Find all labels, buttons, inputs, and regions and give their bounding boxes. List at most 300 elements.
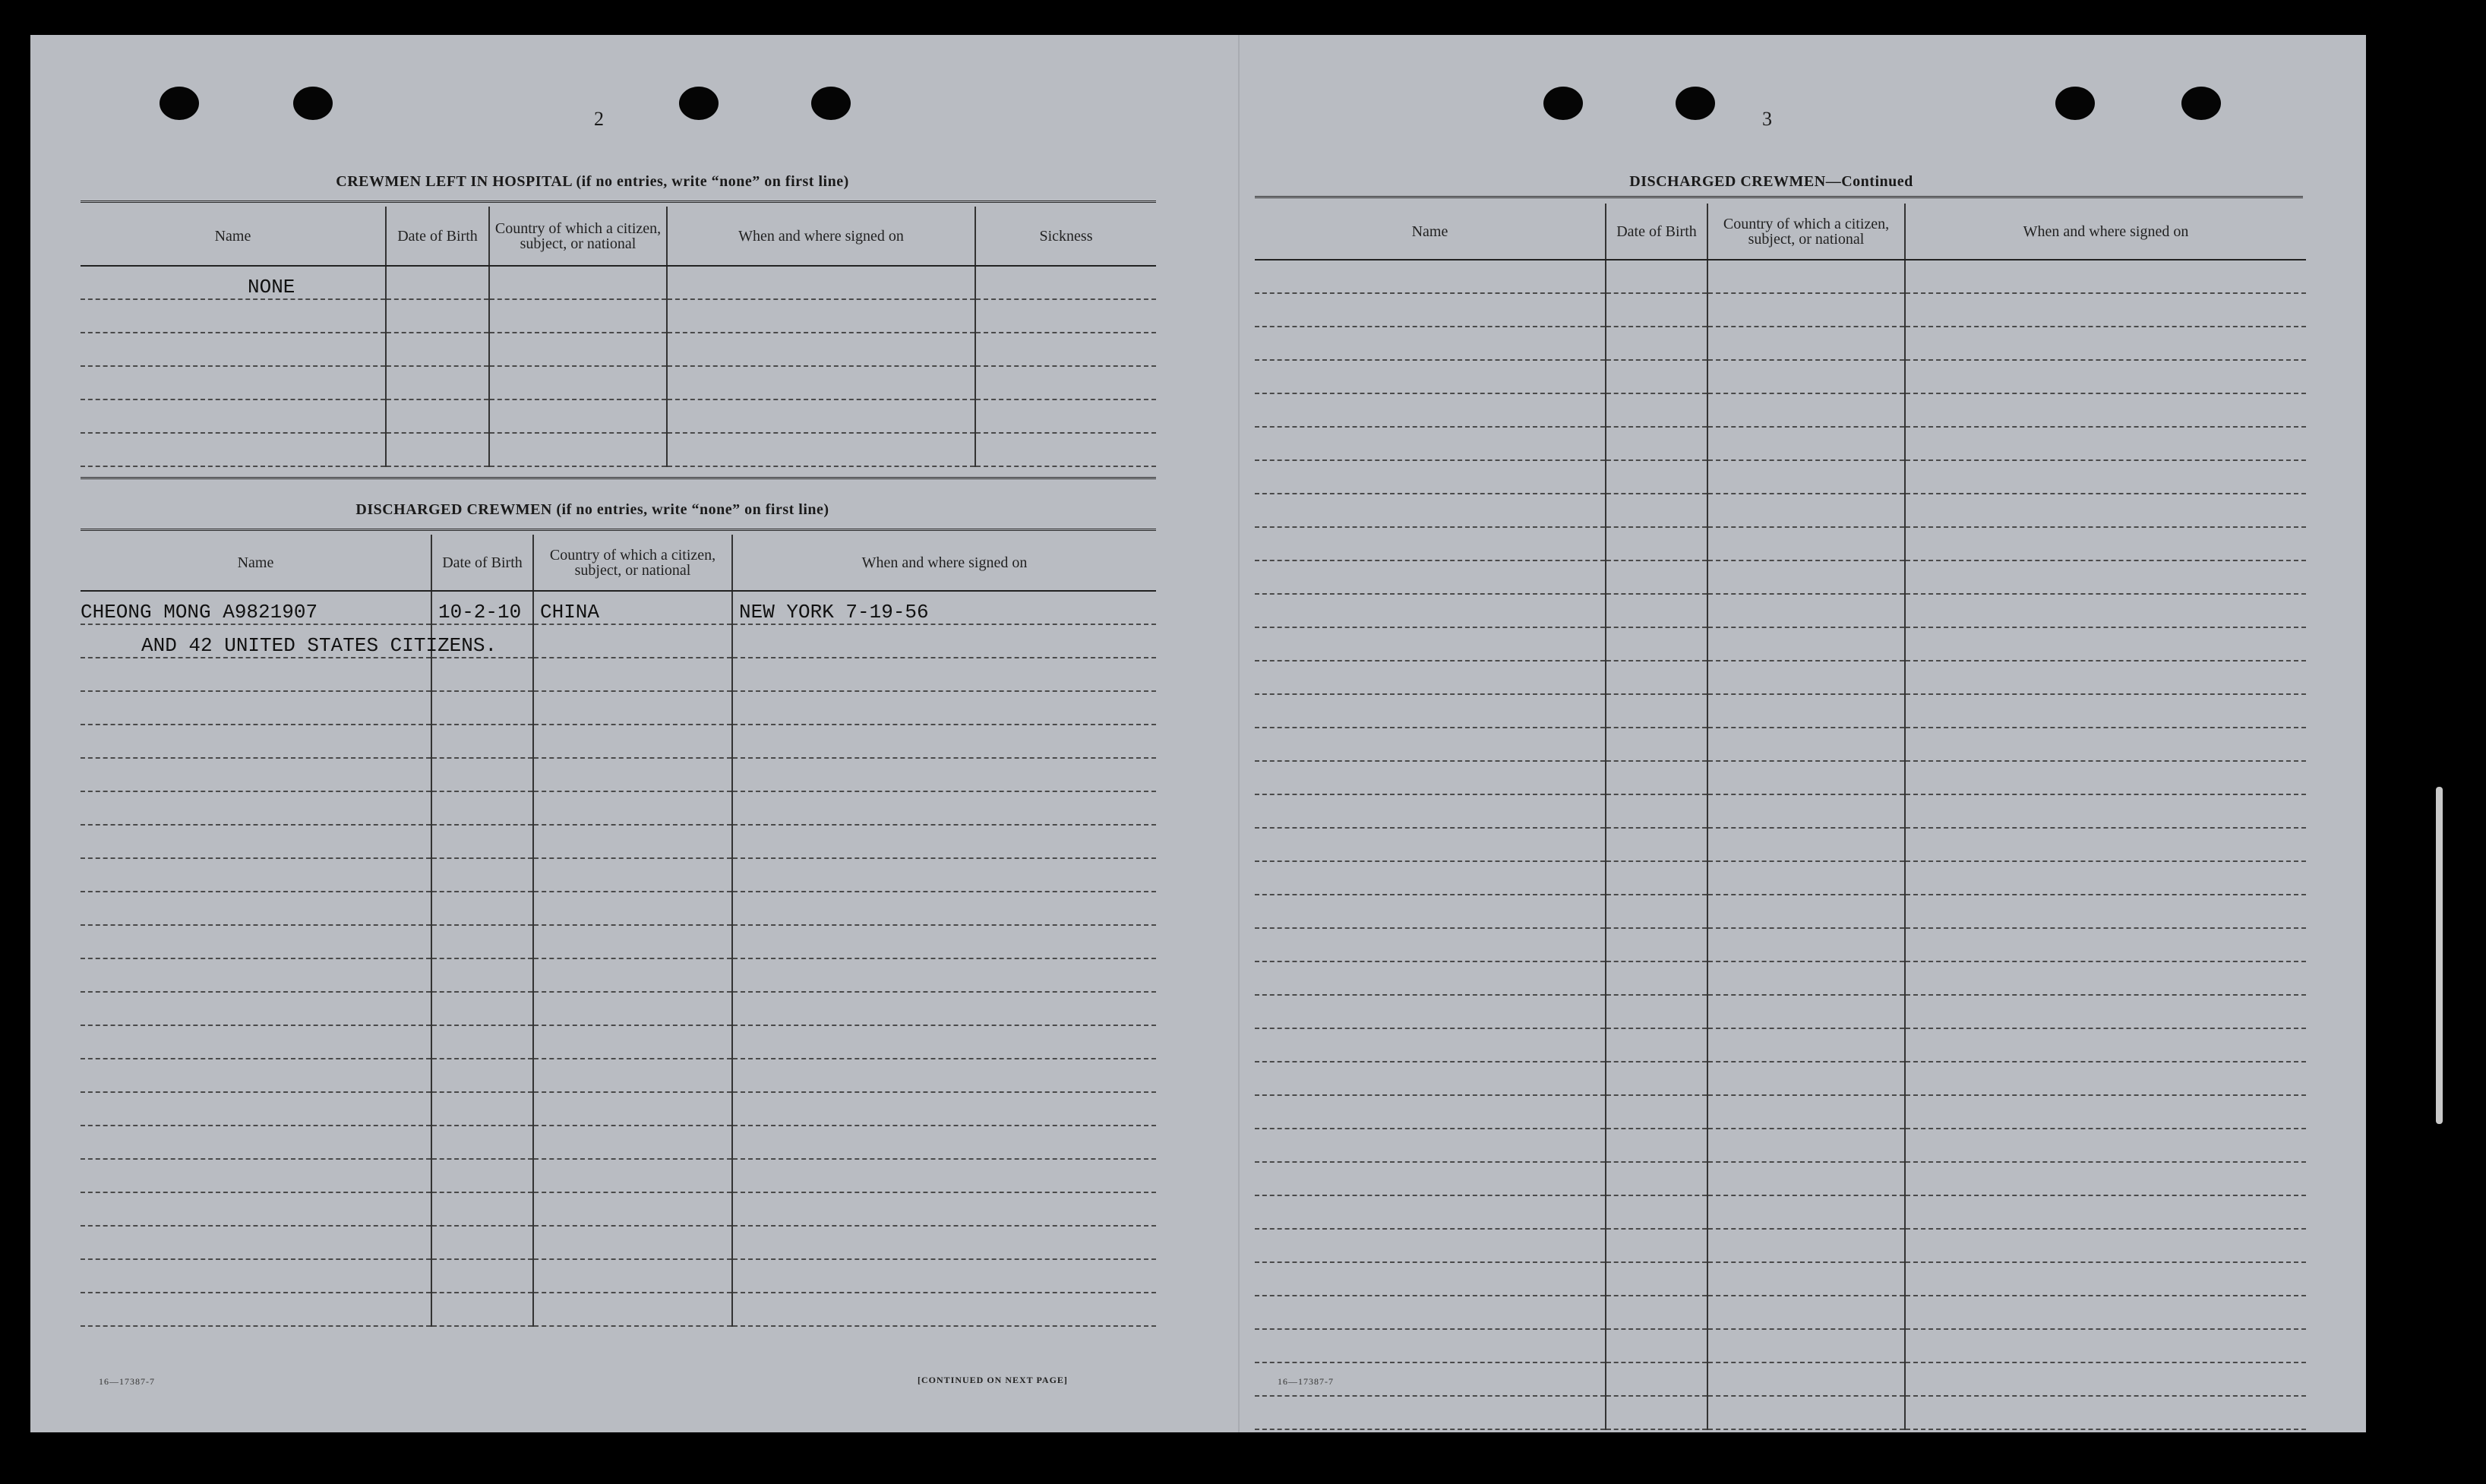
table-cell[interactable] [732, 992, 1156, 1025]
table-cell[interactable] [1606, 560, 1707, 594]
table-cell[interactable] [1255, 928, 1606, 961]
table-cell[interactable] [667, 366, 975, 399]
table-cell[interactable] [1255, 1062, 1606, 1095]
table-row [81, 758, 1156, 791]
table-cell[interactable] [81, 825, 431, 858]
table-row [81, 925, 1156, 958]
table-cell[interactable] [431, 892, 533, 925]
table-cell[interactable] [1255, 728, 1606, 761]
table-cell[interactable] [1707, 1296, 1905, 1329]
table-cell[interactable] [1606, 1129, 1707, 1162]
table-cell[interactable] [1606, 627, 1707, 661]
table-cell[interactable]: AND 42 UNITED STATES CITIZENS. [81, 624, 431, 658]
table-cell[interactable] [81, 658, 431, 691]
table-cell[interactable] [1905, 1229, 2306, 1262]
table-cell[interactable] [1905, 494, 2306, 527]
table-cell[interactable] [1606, 995, 1707, 1028]
discharged-rows [81, 591, 1156, 1326]
table-cell[interactable] [1707, 1062, 1905, 1095]
table-row [81, 858, 1156, 892]
table-cell[interactable] [81, 1025, 431, 1059]
table-cell[interactable] [1255, 1229, 1606, 1262]
table-row [81, 1059, 1156, 1092]
table-cell[interactable] [431, 1259, 533, 1293]
table-cell[interactable] [81, 992, 431, 1025]
discharged-continued-rows [1255, 260, 2306, 1429]
table-cell[interactable]: CHEONG MONG A9821907 [81, 591, 431, 624]
table-row [1255, 928, 2306, 961]
table-cell[interactable] [1606, 794, 1707, 828]
table-row [81, 1092, 1156, 1126]
table-cell[interactable] [1905, 1129, 2306, 1162]
table-cell[interactable] [1606, 293, 1707, 327]
table-cell[interactable] [386, 299, 489, 333]
table-cell[interactable] [386, 266, 489, 299]
table-cell[interactable] [1606, 1296, 1707, 1329]
table-cell[interactable] [81, 1092, 431, 1126]
table-cell[interactable] [1905, 327, 2306, 360]
table-cell[interactable] [431, 858, 533, 892]
table-cell[interactable] [1905, 1195, 2306, 1229]
table-cell[interactable] [732, 1159, 1156, 1192]
table-cell[interactable] [1707, 661, 1905, 694]
table-cell[interactable] [431, 825, 533, 858]
table-cell[interactable] [81, 1159, 431, 1192]
table-cell[interactable] [1707, 560, 1905, 594]
table-cell[interactable] [1707, 594, 1905, 627]
table-cell[interactable] [386, 433, 489, 466]
table-cell[interactable] [667, 433, 975, 466]
table-cell[interactable] [533, 892, 732, 925]
table-cell[interactable] [1905, 527, 2306, 560]
table-cell[interactable] [1707, 627, 1905, 661]
discharged-section-title [76, 501, 1109, 519]
divider [1255, 196, 2303, 198]
table-cell[interactable] [1707, 393, 1905, 427]
table-cell[interactable] [1255, 794, 1606, 828]
table-cell[interactable] [1707, 1129, 1905, 1162]
table-cell[interactable] [1905, 728, 2306, 761]
table-cell[interactable] [1905, 661, 2306, 694]
table-cell[interactable] [431, 1092, 533, 1126]
table-cell[interactable] [1707, 961, 1905, 995]
table-cell[interactable] [1255, 1129, 1606, 1162]
table-cell[interactable] [1255, 1095, 1606, 1129]
table-cell[interactable] [81, 299, 386, 333]
table-cell[interactable] [1905, 995, 2306, 1028]
table-cell[interactable] [1606, 861, 1707, 895]
table-cell[interactable] [533, 658, 732, 691]
table-cell[interactable] [1606, 828, 1707, 861]
table-cell[interactable] [386, 399, 489, 433]
table-cell[interactable] [533, 624, 732, 658]
table-cell[interactable] [533, 691, 732, 725]
table-cell[interactable] [1255, 1195, 1606, 1229]
table-cell[interactable] [1255, 327, 1606, 360]
table-cell[interactable] [1905, 861, 2306, 895]
table-cell[interactable] [1707, 260, 1905, 293]
table-cell[interactable] [732, 825, 1156, 858]
table-cell[interactable] [431, 1025, 533, 1059]
table-cell[interactable] [1905, 694, 2306, 728]
table-row [81, 591, 1156, 624]
table-cell[interactable] [732, 1293, 1156, 1326]
table-cell[interactable] [732, 1226, 1156, 1259]
table-cell[interactable] [81, 1293, 431, 1326]
column-header: Country of which a citizen, subject, or national [489, 207, 667, 266]
table-cell[interactable] [1606, 661, 1707, 694]
table-cell[interactable] [1707, 1195, 1905, 1229]
table-cell[interactable] [533, 1126, 732, 1159]
table-cell[interactable] [489, 399, 667, 433]
table-cell[interactable] [975, 266, 1156, 299]
table-cell[interactable] [81, 433, 386, 466]
table-cell[interactable] [1255, 527, 1606, 560]
table-cell[interactable] [81, 758, 431, 791]
table-cell[interactable] [81, 366, 386, 399]
table-cell[interactable] [431, 658, 533, 691]
table-cell[interactable] [431, 1293, 533, 1326]
table-cell[interactable] [1707, 360, 1905, 393]
table-cell[interactable] [732, 892, 1156, 925]
binder-hole [160, 87, 199, 120]
table-cell[interactable] [1707, 728, 1905, 761]
table-cell[interactable] [431, 691, 533, 725]
table-cell[interactable] [533, 791, 732, 825]
table-cell[interactable] [81, 1226, 431, 1259]
table-cell[interactable] [1606, 1162, 1707, 1195]
table-row [81, 1192, 1156, 1226]
discharged-continued-table [1255, 204, 2306, 1430]
table-cell[interactable] [1707, 293, 1905, 327]
table-cell[interactable] [975, 433, 1156, 466]
right-form-page [1238, 35, 2366, 1432]
column-header: Date of Birth [1606, 204, 1707, 260]
table-cell[interactable] [1707, 1162, 1905, 1195]
table-row [1255, 1028, 2306, 1062]
table-cell[interactable] [1255, 661, 1606, 694]
table-cell[interactable] [1707, 1095, 1905, 1129]
table-cell[interactable] [1255, 761, 1606, 794]
table-cell[interactable] [1905, 460, 2306, 494]
table-row [1255, 260, 2306, 293]
divider [81, 200, 1156, 203]
form-code: 16—17387-7 [99, 1376, 155, 1387]
table-cell[interactable] [1606, 393, 1707, 427]
table-cell[interactable] [732, 1192, 1156, 1226]
table-cell[interactable]: NEW YORK 7-19-56 [732, 591, 1156, 624]
table-row [1255, 527, 2306, 560]
table-cell[interactable] [1606, 1262, 1707, 1296]
table-cell[interactable] [1905, 1362, 2306, 1396]
table-cell[interactable] [732, 1259, 1156, 1293]
table-cell[interactable] [431, 1192, 533, 1226]
table-cell[interactable] [1606, 360, 1707, 393]
table-cell[interactable] [975, 399, 1156, 433]
table-cell[interactable] [1905, 360, 2306, 393]
table-cell[interactable] [489, 366, 667, 399]
table-cell[interactable] [1606, 1229, 1707, 1262]
table-cell[interactable] [1606, 1062, 1707, 1095]
table-cell[interactable] [1606, 260, 1707, 293]
table-cell[interactable] [1255, 427, 1606, 460]
column-header: Name [81, 535, 431, 591]
table-cell[interactable] [1255, 560, 1606, 594]
table-cell[interactable] [431, 791, 533, 825]
page-number: 2 [594, 108, 604, 130]
table-cell[interactable] [81, 1192, 431, 1226]
table-cell[interactable] [1905, 895, 2306, 928]
table-cell[interactable] [1255, 393, 1606, 427]
table-cell[interactable] [81, 958, 431, 992]
table-cell[interactable] [386, 366, 489, 399]
table-cell[interactable] [1905, 627, 2306, 661]
table-cell[interactable] [732, 725, 1156, 758]
table-cell[interactable] [732, 1059, 1156, 1092]
table-cell[interactable] [1255, 594, 1606, 627]
table-cell[interactable] [1707, 494, 1905, 527]
table-cell[interactable] [431, 1159, 533, 1192]
table-cell[interactable] [1707, 327, 1905, 360]
table-cell[interactable] [431, 758, 533, 791]
table-cell[interactable] [1255, 293, 1606, 327]
table-cell[interactable] [81, 791, 431, 825]
hospital-table [81, 207, 1156, 467]
table-cell[interactable] [489, 299, 667, 333]
table-cell[interactable] [1606, 961, 1707, 995]
table-cell[interactable] [1707, 1229, 1905, 1262]
table-row [1255, 1229, 2306, 1262]
table-cell[interactable] [732, 925, 1156, 958]
table-cell[interactable] [533, 925, 732, 958]
table-cell[interactable] [1255, 627, 1606, 661]
table-cell[interactable] [81, 925, 431, 958]
table-cell[interactable] [667, 399, 975, 433]
table-cell[interactable] [1707, 1028, 1905, 1062]
table-cell[interactable] [1606, 460, 1707, 494]
table-cell[interactable] [533, 858, 732, 892]
table-row [1255, 560, 2306, 594]
table-cell[interactable] [1255, 1296, 1606, 1329]
table-cell[interactable] [975, 299, 1156, 333]
table-cell[interactable] [1905, 1162, 2306, 1195]
table-cell[interactable] [732, 658, 1156, 691]
table-cell[interactable] [1905, 393, 2306, 427]
table-cell[interactable] [667, 333, 975, 366]
hospital-header-row [81, 207, 1156, 266]
table-row [1255, 1195, 2306, 1229]
table-cell[interactable] [1707, 861, 1905, 895]
table-cell[interactable] [1606, 1362, 1707, 1396]
table-cell[interactable] [431, 1226, 533, 1259]
table-cell[interactable] [1255, 1329, 1606, 1362]
table-cell[interactable] [732, 1126, 1156, 1159]
table-cell[interactable] [533, 1092, 732, 1126]
column-header: Date of Birth [431, 535, 533, 591]
table-cell[interactable] [431, 992, 533, 1025]
table-cell[interactable] [1606, 527, 1707, 560]
table-cell[interactable] [1606, 1396, 1707, 1429]
table-cell[interactable] [1255, 1262, 1606, 1296]
table-cell[interactable] [1255, 895, 1606, 928]
table-cell[interactable] [1707, 828, 1905, 861]
table-cell[interactable] [975, 366, 1156, 399]
binder-clip [2436, 787, 2443, 1124]
table-cell[interactable]: 10-2-10 [431, 591, 533, 624]
table-cell[interactable]: NONE [81, 266, 386, 299]
column-header: Country of which a citizen, subject, or national [533, 535, 732, 591]
table-row [1255, 1095, 2306, 1129]
column-header: When and where signed on [1905, 204, 2306, 260]
table-row [81, 791, 1156, 825]
table-cell[interactable] [667, 299, 975, 333]
table-cell[interactable] [81, 725, 431, 758]
table-cell[interactable] [1905, 928, 2306, 961]
table-cell[interactable] [1905, 1296, 2306, 1329]
table-cell[interactable] [431, 1059, 533, 1092]
table-row [81, 658, 1156, 691]
table-cell[interactable] [533, 758, 732, 791]
table-cell[interactable] [1905, 1062, 2306, 1095]
table-cell[interactable] [1707, 527, 1905, 560]
table-cell[interactable] [1255, 1162, 1606, 1195]
table-cell[interactable] [1255, 360, 1606, 393]
table-cell[interactable] [533, 1259, 732, 1293]
table-cell[interactable] [1606, 928, 1707, 961]
table-cell[interactable] [1905, 293, 2306, 327]
table-cell[interactable] [1905, 1262, 2306, 1296]
table-cell[interactable] [1606, 694, 1707, 728]
table-cell[interactable] [732, 791, 1156, 825]
table-cell[interactable] [1606, 1329, 1707, 1362]
table-cell[interactable] [732, 1025, 1156, 1059]
table-cell[interactable] [1905, 961, 2306, 995]
table-cell[interactable] [81, 892, 431, 925]
table-cell[interactable] [81, 1059, 431, 1092]
table-cell[interactable] [732, 858, 1156, 892]
table-cell[interactable] [1905, 794, 2306, 828]
table-cell[interactable] [431, 725, 533, 758]
table-cell[interactable] [1606, 761, 1707, 794]
table-cell[interactable] [1606, 1095, 1707, 1129]
table-cell[interactable] [975, 333, 1156, 366]
table-cell[interactable] [732, 1092, 1156, 1126]
table-cell[interactable] [533, 1226, 732, 1259]
table-cell[interactable] [1255, 995, 1606, 1028]
table-row [81, 624, 1156, 658]
table-cell[interactable] [1707, 1329, 1905, 1362]
table-cell[interactable] [1905, 594, 2306, 627]
table-cell[interactable] [533, 1025, 732, 1059]
table-cell[interactable] [732, 958, 1156, 992]
table-cell[interactable] [1606, 1195, 1707, 1229]
table-cell[interactable] [1707, 995, 1905, 1028]
table-cell[interactable] [533, 1192, 732, 1226]
table-cell[interactable] [1905, 761, 2306, 794]
table-cell[interactable] [81, 1259, 431, 1293]
table-cell[interactable] [1606, 494, 1707, 527]
table-cell[interactable] [533, 825, 732, 858]
table-cell[interactable] [1905, 828, 2306, 861]
table-cell[interactable] [81, 333, 386, 366]
table-cell[interactable] [533, 958, 732, 992]
table-row [1255, 1062, 2306, 1095]
table-cell[interactable]: CHINA [533, 591, 732, 624]
hospital-title: CREWMEN LEFT IN HOSPITAL [336, 173, 573, 190]
table-cell[interactable] [1606, 327, 1707, 360]
table-cell[interactable] [431, 1126, 533, 1159]
table-cell[interactable] [732, 691, 1156, 725]
table-row [81, 992, 1156, 1025]
table-cell[interactable] [1905, 1028, 2306, 1062]
table-cell[interactable] [1255, 494, 1606, 527]
table-cell[interactable] [431, 925, 533, 958]
table-cell[interactable] [1255, 961, 1606, 995]
table-cell[interactable] [1255, 1028, 1606, 1062]
table-cell[interactable] [489, 266, 667, 299]
table-cell[interactable] [533, 725, 732, 758]
table-cell[interactable] [1255, 260, 1606, 293]
table-cell[interactable] [489, 333, 667, 366]
table-cell[interactable] [1707, 427, 1905, 460]
table-cell[interactable] [1905, 560, 2306, 594]
table-cell[interactable] [1707, 928, 1905, 961]
table-cell[interactable] [1255, 460, 1606, 494]
table-cell[interactable] [1707, 761, 1905, 794]
table-cell[interactable] [533, 1159, 732, 1192]
continued-note: [CONTINUED ON NEXT PAGE] [918, 1375, 1068, 1385]
table-cell[interactable] [431, 958, 533, 992]
table-cell[interactable] [386, 333, 489, 366]
table-cell[interactable] [533, 1293, 732, 1326]
table-cell[interactable] [732, 624, 1156, 658]
table-cell[interactable] [732, 758, 1156, 791]
table-cell[interactable] [1606, 594, 1707, 627]
table-cell[interactable] [1255, 1396, 1606, 1429]
table-cell[interactable] [1606, 1028, 1707, 1062]
binder-hole [2055, 87, 2095, 120]
table-cell[interactable] [1707, 694, 1905, 728]
table-cell[interactable] [81, 858, 431, 892]
table-cell[interactable] [1707, 460, 1905, 494]
table-cell[interactable] [1707, 794, 1905, 828]
table-cell[interactable] [533, 1059, 732, 1092]
column-header: Sickness [975, 207, 1156, 266]
table-cell[interactable] [489, 433, 667, 466]
table-cell[interactable] [533, 992, 732, 1025]
discharged-continued-header-row [1255, 204, 2306, 260]
table-cell[interactable] [1255, 861, 1606, 895]
table-cell[interactable] [1255, 828, 1606, 861]
table-cell[interactable] [1905, 1329, 2306, 1362]
table-cell[interactable] [1905, 1095, 2306, 1129]
table-cell[interactable] [667, 266, 975, 299]
table-cell[interactable] [81, 1126, 431, 1159]
table-cell[interactable] [1707, 1396, 1905, 1429]
table-cell[interactable] [81, 691, 431, 725]
table-cell[interactable] [1606, 895, 1707, 928]
table-cell[interactable] [1707, 1362, 1905, 1396]
table-cell[interactable] [1905, 1396, 2306, 1429]
table-cell[interactable] [1707, 895, 1905, 928]
table-cell[interactable] [1255, 694, 1606, 728]
table-cell[interactable] [1606, 427, 1707, 460]
table-cell[interactable] [1606, 728, 1707, 761]
table-cell[interactable] [1905, 427, 2306, 460]
table-cell[interactable] [1707, 1262, 1905, 1296]
table-cell[interactable] [1905, 260, 2306, 293]
table-cell[interactable] [81, 399, 386, 433]
